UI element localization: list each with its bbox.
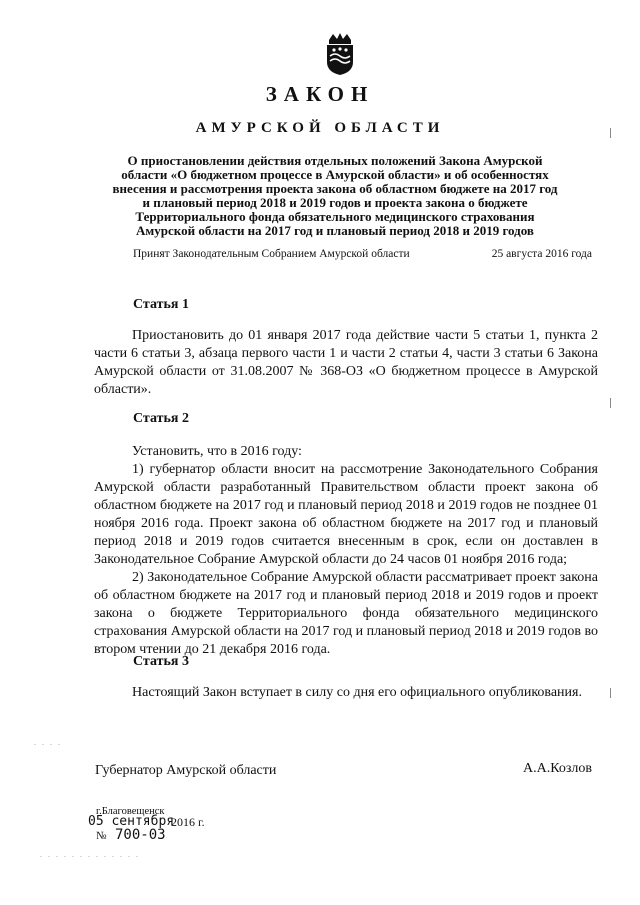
article-2-intro: Установить, что в 2016 году: [132,444,302,459]
article-1-paragraph: Приостановить до 01 января 2017 года действие части 5 статьи 1, пункта 2 части 6 статьи 3, абзаца первого части 1 и части 2 статьи 4, части 3 статьи 6 Закона Амурской области от 31.08.2007 № 368-ОЗ «О бюджетном процессе в Амурской области». [94,328,598,397]
date-year: 2016 г. [171,815,205,829]
article-2-text [94,443,598,659]
article-3-paragraph: Настоящий Закон вступает в силу со дня его официального опубликования. [132,685,582,700]
scan-artifact [610,128,611,138]
scan-artifact [610,398,611,408]
adopted-date: 25 августа 2016 года [491,248,592,260]
scan-artifact: . . . . [34,738,62,747]
signing-city: г.Благовещенск [96,806,165,817]
document-subtitle: АМУРСКОЙ ОБЛАСТИ [195,120,445,136]
date-stamp: 05 сентября [88,814,175,829]
amur-coat-of-arms-icon [323,30,357,76]
law-heading [100,154,570,238]
article-1-title: Статья 1 [133,297,189,312]
heading-line: О приостановлении действия отдельных положений Закона Амурской [127,153,543,168]
number-sign: № [96,830,107,842]
signature-role: Губернатор Амурской области [95,763,277,778]
article-3-text [94,684,598,702]
heading-line: внесения и рассмотрения проекта закона об областном бюджете на 2017 год [112,181,558,196]
heading-line: Амурской области на 2017 год и плановый период 2018 и 2019 годов [136,223,534,238]
article-2-item-1: 1) губернатор области вносит на рассмотрение Законодательного Собрания Амурской области разработанный Правительством области проект закона об областном бюджете на 2017 год и плановый период 2018 и 2019 годов не позднее 01 ноября 2016 года. Проект закона об областном бюджете на 2017 год и плановый период 2018 и 2019 годов считается внесенным в срок, если он доставлен в Законодательное Собрание Амурской области до 24 часов 01 ноября 2016 года; [94,462,598,567]
heading-line: области «О бюджетном процессе в Амурской области» и об особенностях [121,167,549,182]
article-2-title: Статья 2 [133,411,189,426]
article-1-text [94,327,598,399]
heading-line: Территориального фонда обязательного медицинского страхования [135,209,535,224]
law-number: 700-03 [115,827,166,843]
article-3-title: Статья 3 [133,654,189,669]
signature-name: А.А.Козлов [523,761,592,776]
scan-artifact: . . . . . . . . . . . . . [40,850,140,859]
document-title: ЗАКОН [265,82,375,106]
article-2-item-2: 2) Законодательное Собрание Амурской области рассматривает проект закона об областном бюджете на 2017 год и плановый период 2018 и 2019 годов и проект закона о бюджете Территориального фонда обязательного медицинского страхования Амурской области на 2017 год и плановый период 2018 и 2019 годов во втором чтении до 21 декабря 2016 года. [94,570,598,657]
scan-artifact [610,688,611,698]
adopted-by: Принят Законодательным Собранием Амурской области [133,248,410,260]
heading-line: и плановый период 2018 и 2019 годов и проекта закона о бюджете [142,195,528,210]
